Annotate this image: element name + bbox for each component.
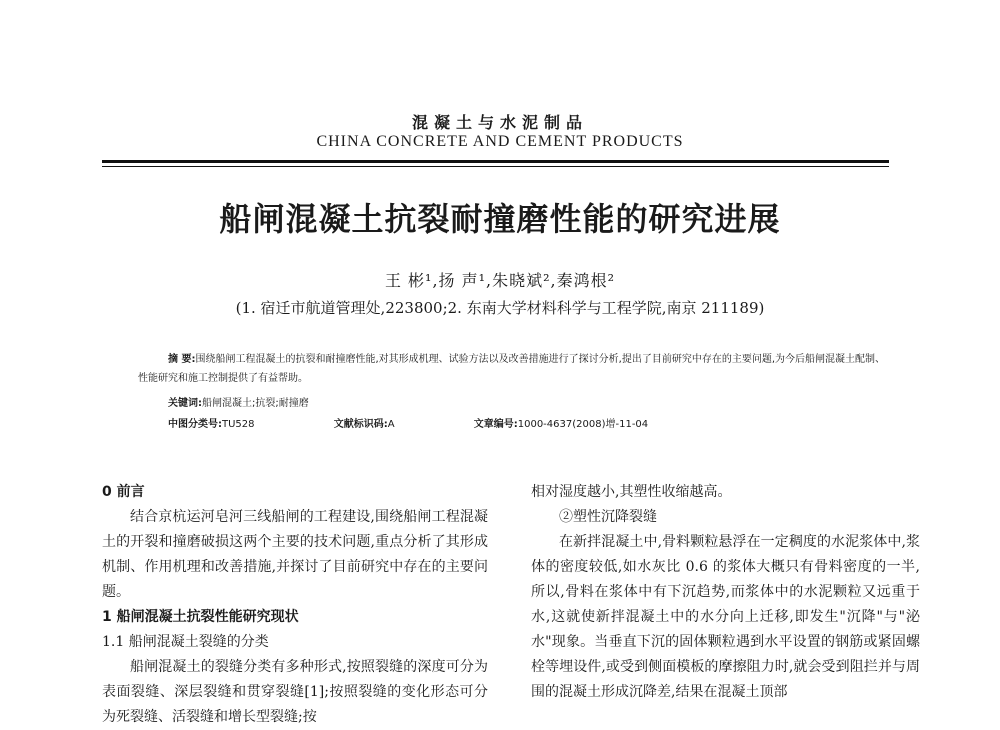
section-heading-1-1: 1.1 船闸混凝土裂缝的分类 [102, 634, 269, 650]
sub-heading-settlement: ②塑性沉降裂缝 [559, 509, 657, 525]
header-rule-thin [102, 166, 889, 167]
settlement-paragraph: 在新拌混凝土中,骨料颗粒悬浮在一定稠度的水泥浆体中,浆体的密度较低,如水灰比 0.6 的浆体大概只有骨料密度的一半,所以,骨料在浆体中有下沉趋势,而浆体中的水泥颗粒又远重于水,这就使新拌混凝土中的水分向上迁移,即发生"沉降"与"泌水"现象。当垂直下沉的固体颗粒遇到水平设置的钢筋或紧固螺栓等埋设件,或受到侧面模板的摩擦阻力时,就会受到阻拦并与周围的混凝土形成沉降差,结果在混凝土顶部 [531, 534, 920, 700]
abstract [138, 350, 893, 388]
doc-code-label: 文献标识码: [333, 419, 388, 430]
section-1-1-paragraph: 船闸混凝土的裂缝分类有多种形式,按照裂缝的深度可分为表面裂缝、深层裂缝和贯穿裂缝[1];按照裂缝的变化形态可分为死裂缝、活裂缝和增长型裂缝;按 [102, 659, 488, 725]
keywords [138, 394, 923, 413]
section-heading-1: 1 船闸混凝土抗裂性能研究现状 [102, 609, 299, 625]
journal-name-cn: 混凝土与水泥制品 [411, 113, 588, 132]
doc-code-value: A [387, 419, 395, 430]
header-rule-thick [102, 160, 889, 163]
right-column [531, 480, 920, 705]
journal-name-en: CHINA CONCRETE AND CEMENT PRODUCTS [316, 133, 684, 150]
intro-paragraph: 结合京杭运河皂河三线船闸的工程建设,围绕船闸工程混凝土的开裂和撞磨破损这两个主要的技术问题,重点分析了其形成机制、作用机理和改善措施,并探讨了目前研究中存在的主要问题。 [102, 509, 488, 600]
right-line1: 相对湿度越小,其塑性收缩越高。 [531, 484, 732, 500]
article-no-label: 文章编号: [473, 419, 518, 430]
affiliation: (1. 宿迁市航道管理处,223800;2. 东南大学材料科学与工程学院,南京 211189) [235, 299, 765, 317]
keywords-text: 船闸混凝土;抗裂;耐撞磨 [202, 398, 309, 409]
authors: 王 彬¹,扬 声¹,朱晓斌²,秦鸿根² [384, 271, 616, 290]
clc-label: 中图分类号: [168, 419, 222, 430]
section-heading-intro: 0 前言 [102, 484, 145, 500]
left-column [102, 480, 488, 730]
abstract-label: 摘 要: [168, 354, 196, 365]
keywords-label: 关键词: [168, 398, 202, 409]
classification [138, 415, 923, 434]
clc-value: TU528 [222, 419, 255, 430]
abstract-text: 围绕船闸工程混凝土的抗裂和耐撞磨性能,对其形成机理、试验方法以及改善措施进行了探讨分析,提出了目前研究中存在的主要问题,为今后船闸混凝土配制、性能研究和施工控制提供了有益帮助。 [138, 354, 886, 384]
paper-title: 船闸混凝土抗裂耐撞磨性能的研究进展 [219, 200, 781, 238]
article-no-value: 1000-4637(2008)增-11-04 [517, 419, 649, 430]
